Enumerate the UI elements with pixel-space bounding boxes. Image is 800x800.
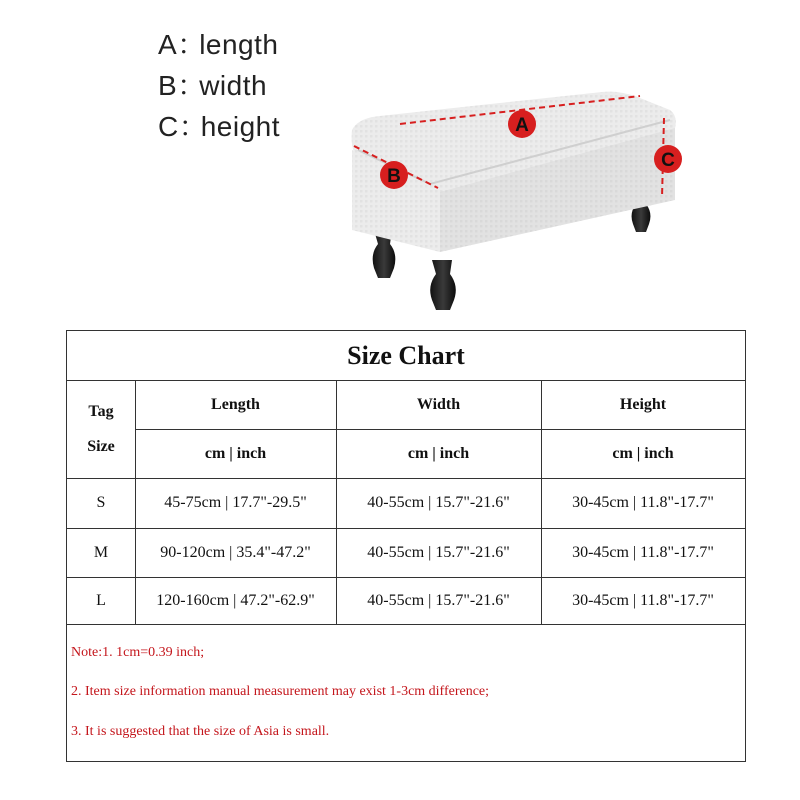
- bench-illustration: [340, 80, 700, 312]
- height-cell: 30-45cm | 11.8"-17.7": [572, 494, 714, 511]
- unit-label: cm | inch: [407, 444, 470, 462]
- tag-size-header: Tag Size: [87, 403, 115, 455]
- length-cell: 90-120cm | 35.4"-47.2": [160, 543, 311, 561]
- column-header-height: Height: [619, 395, 667, 413]
- legend-row-width: B：width: [158, 70, 268, 101]
- size-cell: S: [96, 494, 106, 511]
- size-chart: [66, 330, 746, 762]
- svg-text:A: A: [515, 115, 529, 136]
- svg-text:C: C: [661, 150, 675, 171]
- size-chart-title: Size Chart: [347, 340, 465, 370]
- note-line: 2. Item size information manual measurement may exist 1-3cm difference;: [71, 684, 490, 699]
- width-cell: 40-55cm | 15.7"-21.6": [367, 543, 510, 561]
- dimension-legend: [158, 24, 280, 147]
- legend-row-length: A：length: [158, 29, 279, 60]
- unit-label: cm | inch: [612, 444, 674, 462]
- marker-c-icon: [654, 145, 682, 173]
- divider: [67, 624, 745, 625]
- width-cell: 40-55cm | 15.7"-21.6": [367, 591, 510, 609]
- note-line: Note:1. 1cm=0.39 inch;: [71, 645, 205, 660]
- size-cell: L: [96, 591, 106, 609]
- length-cell: 45-75cm | 17.7"-29.5": [164, 494, 307, 511]
- height-cell: 30-45cm | 11.8"-17.7": [572, 591, 714, 609]
- height-cell: 30-45cm | 11.8"-17.7": [572, 543, 714, 561]
- column-header-length: Length: [211, 395, 260, 413]
- legend-row-height: C：height: [158, 111, 281, 142]
- column-header-width: Width: [416, 395, 461, 413]
- svg-text:B: B: [387, 166, 401, 187]
- marker-b-icon: [380, 161, 408, 189]
- unit-label: cm | inch: [204, 444, 267, 462]
- marker-a-icon: [508, 110, 536, 138]
- width-cell: 40-55cm | 15.7"-21.6": [367, 494, 510, 511]
- length-cell: 120-160cm | 47.2"-62.9": [156, 591, 315, 609]
- note-line: 3. It is suggested that the size of Asia is small.: [71, 724, 330, 739]
- size-cell: M: [93, 543, 109, 561]
